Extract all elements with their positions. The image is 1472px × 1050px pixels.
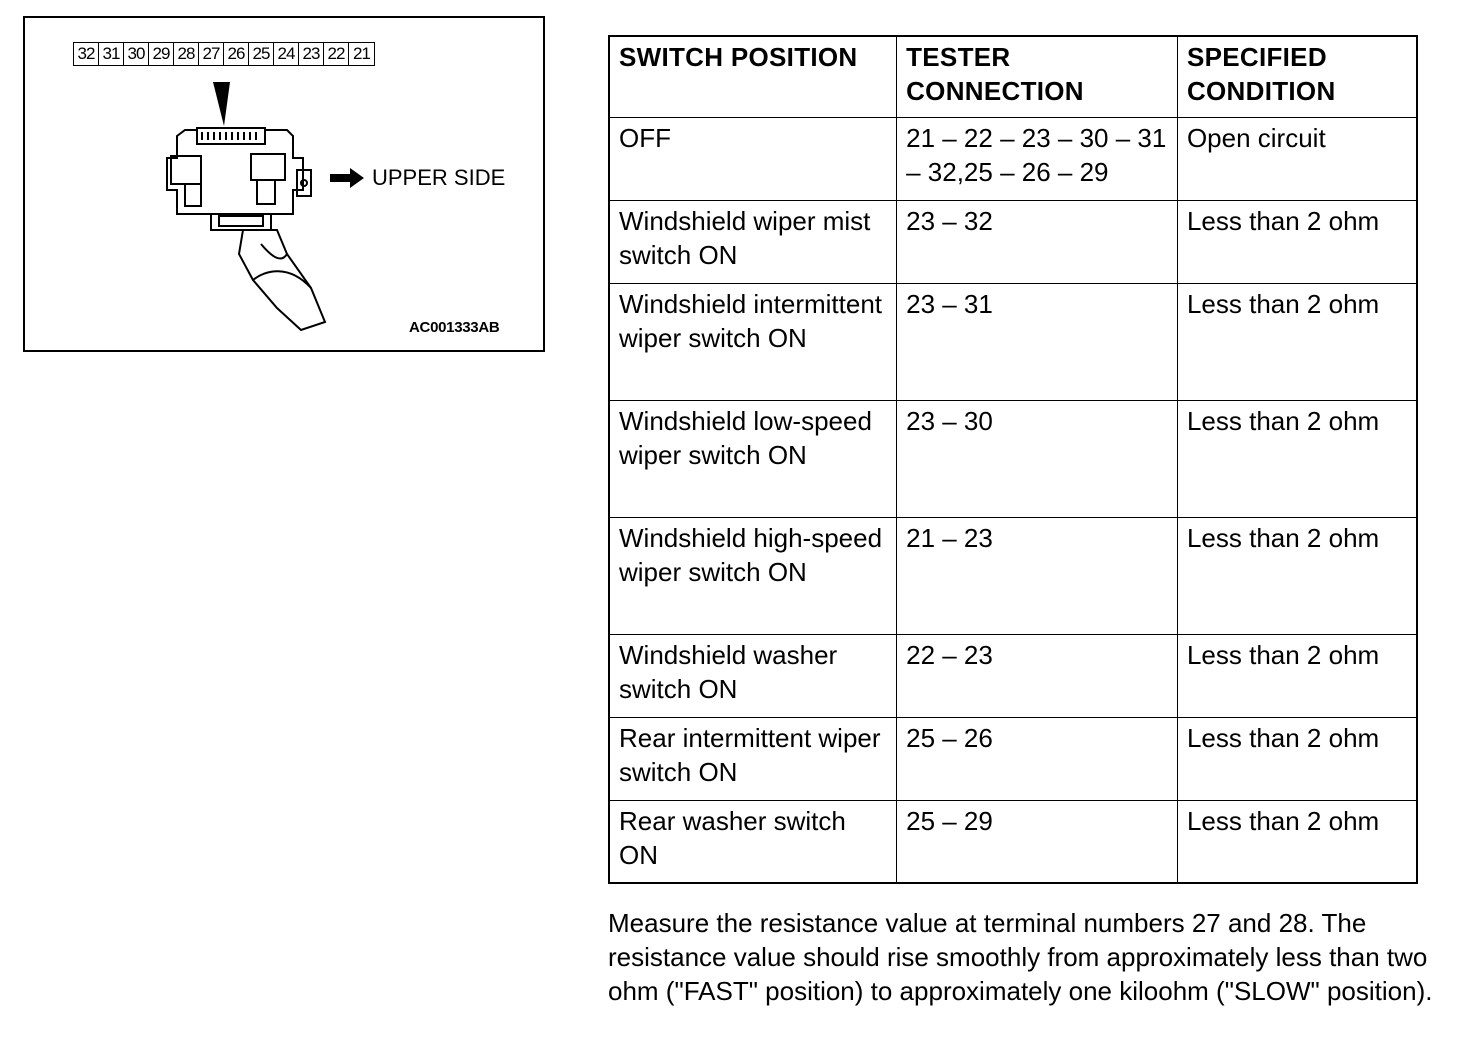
upper-side-label: UPPER SIDE xyxy=(372,165,506,190)
cell-specified-condition: Less than 2 ohm xyxy=(1177,717,1417,800)
table-header-row xyxy=(609,36,1417,117)
table-row xyxy=(609,117,1417,200)
cell-switch-position: Windshield washer switch ON xyxy=(609,634,897,717)
cell-switch-position: Windshield high-speed wiper switch ON xyxy=(609,517,897,634)
header-tester-connection: TESTER CONNECTION xyxy=(897,36,1178,117)
cell-specified-condition: Less than 2 ohm xyxy=(1177,283,1417,400)
measurement-note: Measure the resistance value at terminal numbers 27 and 28. The resistance value should rise smoothly from approximately less than two ohm ("FAST" position) to approximately one kiloohm ("SLOW" position). xyxy=(608,908,1433,1006)
upper-side-indicator xyxy=(330,165,505,191)
cell-tester-connection: 23 – 30 xyxy=(897,400,1178,517)
terminal-number: 30 xyxy=(124,43,149,65)
cell-specified-condition: Less than 2 ohm xyxy=(1177,200,1417,283)
table-row xyxy=(609,717,1417,800)
right-arrow-icon xyxy=(330,168,364,188)
terminal-number: 22 xyxy=(324,43,349,65)
cell-switch-position: OFF xyxy=(609,117,897,200)
cell-tester-connection: 22 – 23 xyxy=(897,634,1178,717)
cell-specified-condition: Open circuit xyxy=(1177,117,1417,200)
cell-tester-connection: 25 – 29 xyxy=(897,800,1178,883)
cell-specified-condition: Less than 2 ohm xyxy=(1177,400,1417,517)
cell-switch-position: Rear washer switch ON xyxy=(609,800,897,883)
cell-tester-connection: 25 – 26 xyxy=(897,717,1178,800)
pointer-triangle xyxy=(213,82,230,126)
header-specified-condition: SPECIFIED CONDITION xyxy=(1177,36,1417,117)
cell-switch-position: Windshield wiper mist switch ON xyxy=(609,200,897,283)
terminal-number: 27 xyxy=(199,43,224,65)
table-row xyxy=(609,283,1417,400)
table-row xyxy=(609,400,1417,517)
figure-code: AC001333AB xyxy=(409,319,500,336)
switch-figure xyxy=(23,16,545,352)
table-row xyxy=(609,517,1417,634)
cell-specified-condition: Less than 2 ohm xyxy=(1177,800,1417,883)
terminal-number: 21 xyxy=(353,44,370,63)
terminal-number: 25 xyxy=(249,43,274,65)
terminal-number: 26 xyxy=(224,43,249,65)
cell-tester-connection: 23 – 31 xyxy=(897,283,1178,400)
table-row xyxy=(609,800,1417,883)
terminal-number: 29 xyxy=(149,43,174,65)
cell-specified-condition: Less than 2 ohm xyxy=(1177,634,1417,717)
terminal-number: 32 xyxy=(74,43,99,65)
terminal-number: 24 xyxy=(274,43,299,65)
switch-inspection-table xyxy=(608,35,1418,884)
table-row xyxy=(609,634,1417,717)
terminal-number: 23 xyxy=(299,43,324,65)
cell-switch-position: Windshield low-speed wiper switch ON xyxy=(609,400,897,517)
cell-switch-position: Windshield intermittent wiper switch ON xyxy=(609,283,897,400)
cell-switch-position: Rear intermittent wiper switch ON xyxy=(609,717,897,800)
terminal-number: 28 xyxy=(174,43,199,65)
cell-specified-condition: Less than 2 ohm xyxy=(1177,517,1417,634)
terminal-number: 31 xyxy=(99,43,124,65)
switch-lever xyxy=(239,230,325,330)
cell-tester-connection: 21 – 22 – 23 – 30 – 31 – 32,25 – 26 – 29 xyxy=(897,117,1178,200)
cell-tester-connection: 21 – 23 xyxy=(897,517,1178,634)
table-row xyxy=(609,200,1417,283)
header-switch-position: SWITCH POSITION xyxy=(609,36,897,117)
cell-tester-connection: 23 – 32 xyxy=(897,200,1178,283)
